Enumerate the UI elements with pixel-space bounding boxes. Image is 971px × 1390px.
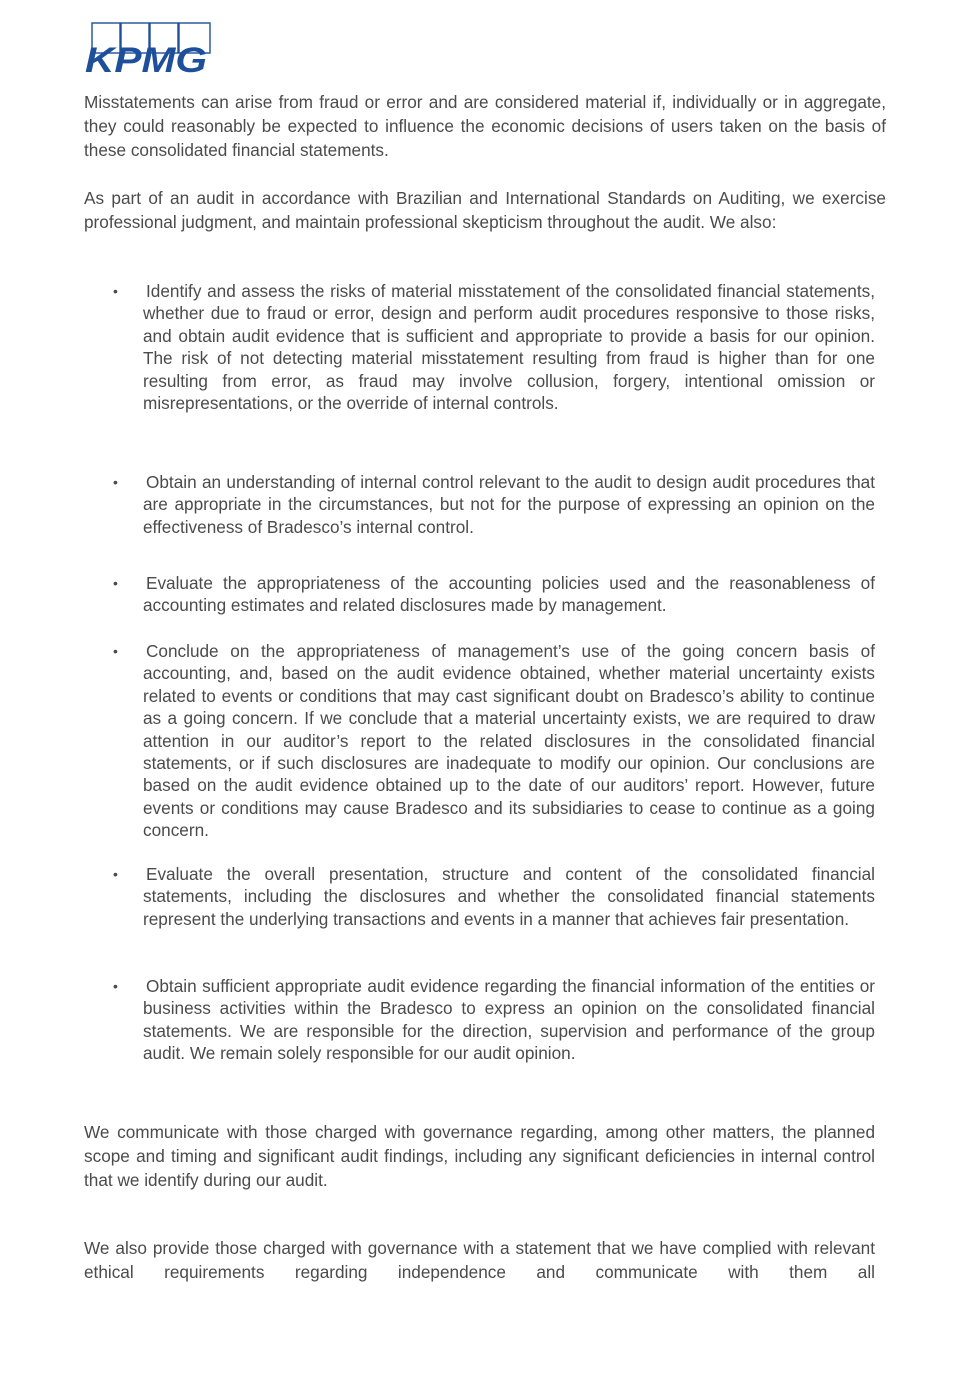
bullet-marker: • [113,474,118,490]
list-item-text: Evaluate the overall presentation, structure and content of the consolidated financial statements, including the disclosures and whether the consolidated financial statements represent the underlying transactions and events in a manner that achieves fair presentation. [143,864,875,929]
paragraph-misstatements: Misstatements can arise from fraud or error and are considered material if, individually or in aggregate, they could reasonably be expected to influence the economic decisions of users taken on the basis of these consolidated financial statements. [84,92,886,160]
bullet-marker: • [113,643,118,659]
list-item-text: Obtain an understanding of internal control relevant to the audit to design audit procedures that are appropriate in the circumstances, but not for the purpose of expressing an opinion on the effectiveness of Bradesco’s internal control. [143,472,875,537]
paragraph-ethical-requirements: We also provide those charged with governance with a statement that we have complied with relevant ethical requirements regarding independence and communicate with them all [84,1238,875,1282]
paragraph-audit-standards: As part of an audit in accordance with Brazilian and International Standards on Auditing, we exercise professional judgment, and maintain professional skepticism throughout the audit. We also: [84,188,886,232]
list-item-text: Evaluate the appropriateness of the accounting policies used and the reasonableness of accounting estimates and related disclosures made by management. [143,573,875,616]
bullet-marker: • [113,575,118,591]
list-item [113,280,875,414]
list-item [113,975,875,1065]
list-item [113,640,875,842]
kpmg-logo-wordmark: KPMG [85,41,207,74]
list-item-text: Identify and assess the risks of material misstatement of the consolidated financial statements, whether due to fraud or error, design and perform audit procedures responsive to those risks, and obtain audit evidence that is sufficient and appropriate to provide a basis for our opinion. The risk of not detecting material misstatement resulting from fraud is higher than for one resulting from error, as fraud may involve collusion, forgery, intentional omission or misrepresentations, or the override of internal controls. [143,281,875,414]
list-item-text: Obtain sufficient appropriate audit evidence regarding the financial information of the entities or business activities within the Bradesco to express an opinion on the consolidated financial statements. We are responsible for the direction, supervision and performance of the group audit. We remain solely responsible for our audit opinion. [143,976,875,1064]
list-item [113,863,875,930]
list-item [113,572,875,617]
bullet-marker: • [113,283,118,299]
bullet-marker: • [113,978,118,994]
list-item-text: Conclude on the appropriateness of management’s use of the going concern basis of accounting, and, based on the audit evidence obtained, whether material uncertainty exists related to events or conditions that may cast significant doubt on Bradesco’s ability to continue as a going concern. If we conclude that a material uncertainty exists, we are required to draw attention in our auditor’s report to the related disclosures in the consolidated financial statements, or if such disclosures are inadequate to modify our opinion. Our conclusions are based on the audit evidence obtained up to the date of our auditors’ report. However, future events or conditions may cause Bradesco and its subsidiaries to cease to continue as a going concern. [143,641,875,841]
paragraph-governance-communication: We communicate with those charged with governance regarding, among other matters, the planned scope and timing and significant audit findings, including any significant deficiencies in internal control that we identify during our audit. [84,1122,875,1190]
kpmg-logo [84,22,212,74]
list-item [113,471,875,538]
bullet-marker: • [113,866,118,882]
